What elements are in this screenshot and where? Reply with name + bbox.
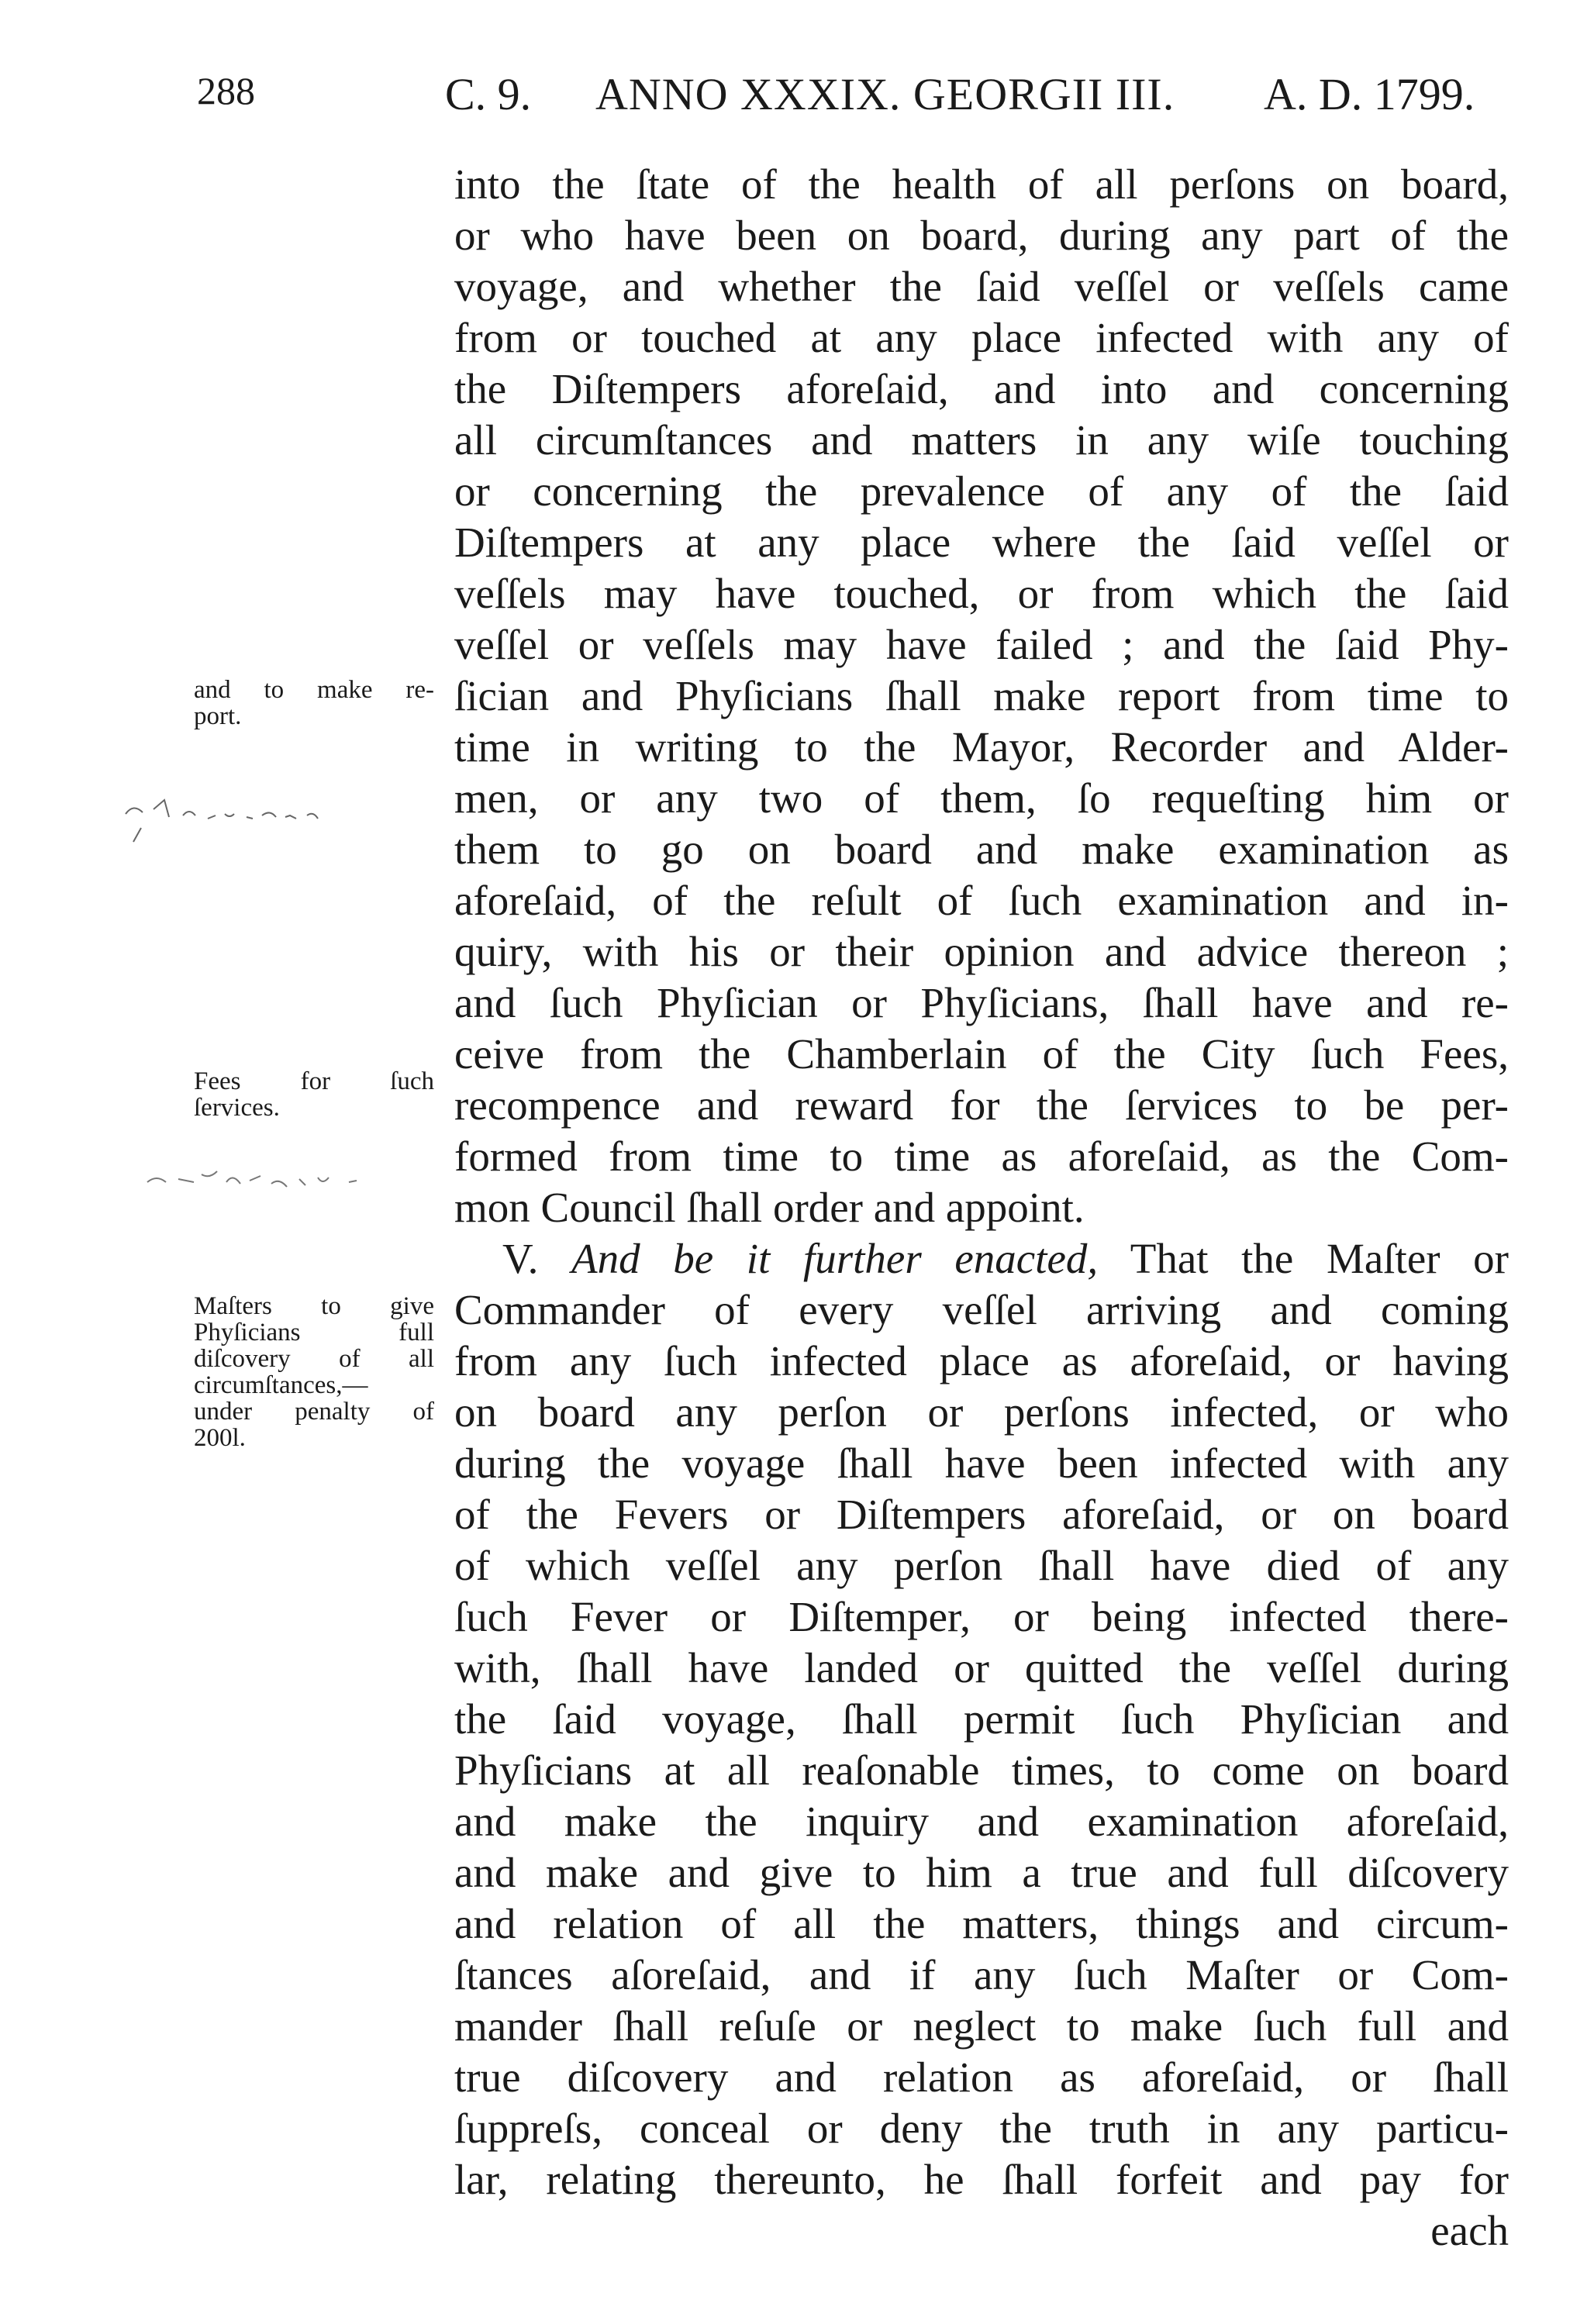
text-line: all circumſtances and matters in any wiſe touching	[454, 416, 1509, 464]
text-line: on board any perſon or perſons infected, or who	[454, 1388, 1509, 1436]
margin-note-line: Phyſicians full	[194, 1319, 434, 1346]
margin-note-line: circumſtances,—	[194, 1371, 368, 1399]
margin-note-fees	[194, 1068, 434, 1121]
text-line: and make and give to him a true and full diſcovery	[454, 1849, 1509, 1896]
text-line: mon Council ſhall order and appoint.	[454, 1184, 1085, 1231]
text-line: Phyſicians at all reaſonable times, to come on board	[454, 1746, 1509, 1794]
text-line: ſuppreſs, conceal or deny the truth in any particu-	[454, 2105, 1509, 2152]
section-opening-text: That the Maſter or	[1130, 1235, 1509, 1282]
margin-note-line: Fees for ſuch	[194, 1067, 434, 1095]
text-line: aforeſaid, of the reſult of ſuch examination and in-	[454, 877, 1509, 924]
section-number: V.	[502, 1235, 539, 1282]
running-header	[0, 68, 1594, 130]
handwritten-scribble	[116, 775, 426, 876]
catchword: each	[1430, 2207, 1509, 2254]
margin-note-line: ſervices.	[194, 1094, 280, 1122]
text-line: Diſtempers at any place where the ſaid veſſel or	[454, 519, 1509, 566]
text-line: veſſel or veſſels may have failed ; and the ſaid Phy-	[454, 621, 1509, 668]
text-line: formed from time to time as aforeſaid, as the Com-	[454, 1133, 1509, 1180]
enacting-clause: And be it further enacted,	[571, 1235, 1099, 1282]
text-line: into the ſtate of the health of all perſons on board,	[454, 160, 1509, 208]
margin-note-line: and to make re-	[194, 676, 434, 704]
margin-note-masters	[194, 1293, 434, 1451]
text-line: mander ſhall reſuſe or neglect to make ſuch full and	[454, 2002, 1509, 2050]
margin-note-line: diſcovery of all	[194, 1345, 434, 1373]
text-line: and relation of all the matters, things and circum-	[454, 1900, 1509, 1947]
text-line: or who have been on board, during any part of the	[454, 212, 1509, 259]
year-label: A. D. 1799.	[1264, 69, 1475, 119]
margin-note-report	[194, 677, 434, 729]
text-line: and ſuch Phyſician or Phyſicians, ſhall have and re-	[454, 979, 1509, 1026]
page-number: 288	[197, 69, 255, 112]
text-line: quiry, with his or their opinion and advice thereon ;	[454, 928, 1509, 975]
chapter-label: C. 9.	[445, 69, 532, 119]
text-line: or concerning the prevalence of any of the ſaid	[454, 467, 1509, 515]
text-line: true diſcovery and relation as aforeſaid, or ſhall	[454, 2053, 1509, 2101]
text-line: them to go on board and make examination as	[454, 826, 1509, 873]
text-line: lar, relating thereunto, he ſhall forfeit and pay for	[454, 2156, 1509, 2203]
text-line: from any ſuch infected place as aforeſaid, or having	[454, 1337, 1509, 1384]
statute-text	[454, 159, 1509, 2257]
text-line: voyage, and whether the ſaid veſſel or veſſels came	[454, 263, 1509, 310]
text-line: ſuch Fever or Diſtemper, or being infected there-	[454, 1593, 1509, 1640]
text-line: from or touched at any place infected with any of	[454, 314, 1509, 361]
margin-note-line: port.	[194, 702, 242, 730]
text-line: Commander of every veſſel arriving and coming	[454, 1286, 1509, 1333]
text-line: men, or any two of them, ſo requeſting him or	[454, 774, 1509, 822]
regnal-year: ANNO XXXIX. GEORGII III.	[595, 69, 1175, 119]
text-line: of the Fevers or Diſtempers aforeſaid, or on board	[454, 1491, 1509, 1538]
margin-note-line: 200l.	[194, 1424, 246, 1452]
text-line: ceive from the Chamberlain of the City ſuch Fees,	[454, 1030, 1509, 1078]
text-line: ſtances aſoreſaid, and if any ſuch Maſter or Com-	[454, 1951, 1509, 1998]
text-line: of which veſſel any perſon ſhall have died of any	[454, 1542, 1509, 1589]
handwritten-scribble	[124, 1159, 450, 1205]
margin-note-line: under penalty of	[194, 1398, 434, 1426]
text-line: time in writing to the Mayor, Recorder and Alder-	[454, 723, 1509, 771]
text-line: and make the inquiry and examination aforeſaid,	[454, 1798, 1509, 1845]
text-line: during the voyage ſhall have been infected with any	[454, 1440, 1509, 1487]
text-line: with, ſhall have landed or quitted the veſſel during	[454, 1644, 1509, 1691]
text-line: recompence and reward for the ſervices to be per-	[454, 1081, 1509, 1129]
text-line: ſician and Phyſicians ſhall make report from time to	[454, 672, 1509, 719]
text-line: the Diſtempers aforeſaid, and into and concerning	[454, 365, 1509, 412]
section-opening-line	[454, 1233, 1509, 1284]
text-line: the ſaid voyage, ſhall permit ſuch Phyſician and	[454, 1695, 1509, 1743]
margin-note-line: Maſters to give	[194, 1292, 434, 1320]
text-line: veſſels may have touched, or from which the ſaid	[454, 570, 1509, 617]
